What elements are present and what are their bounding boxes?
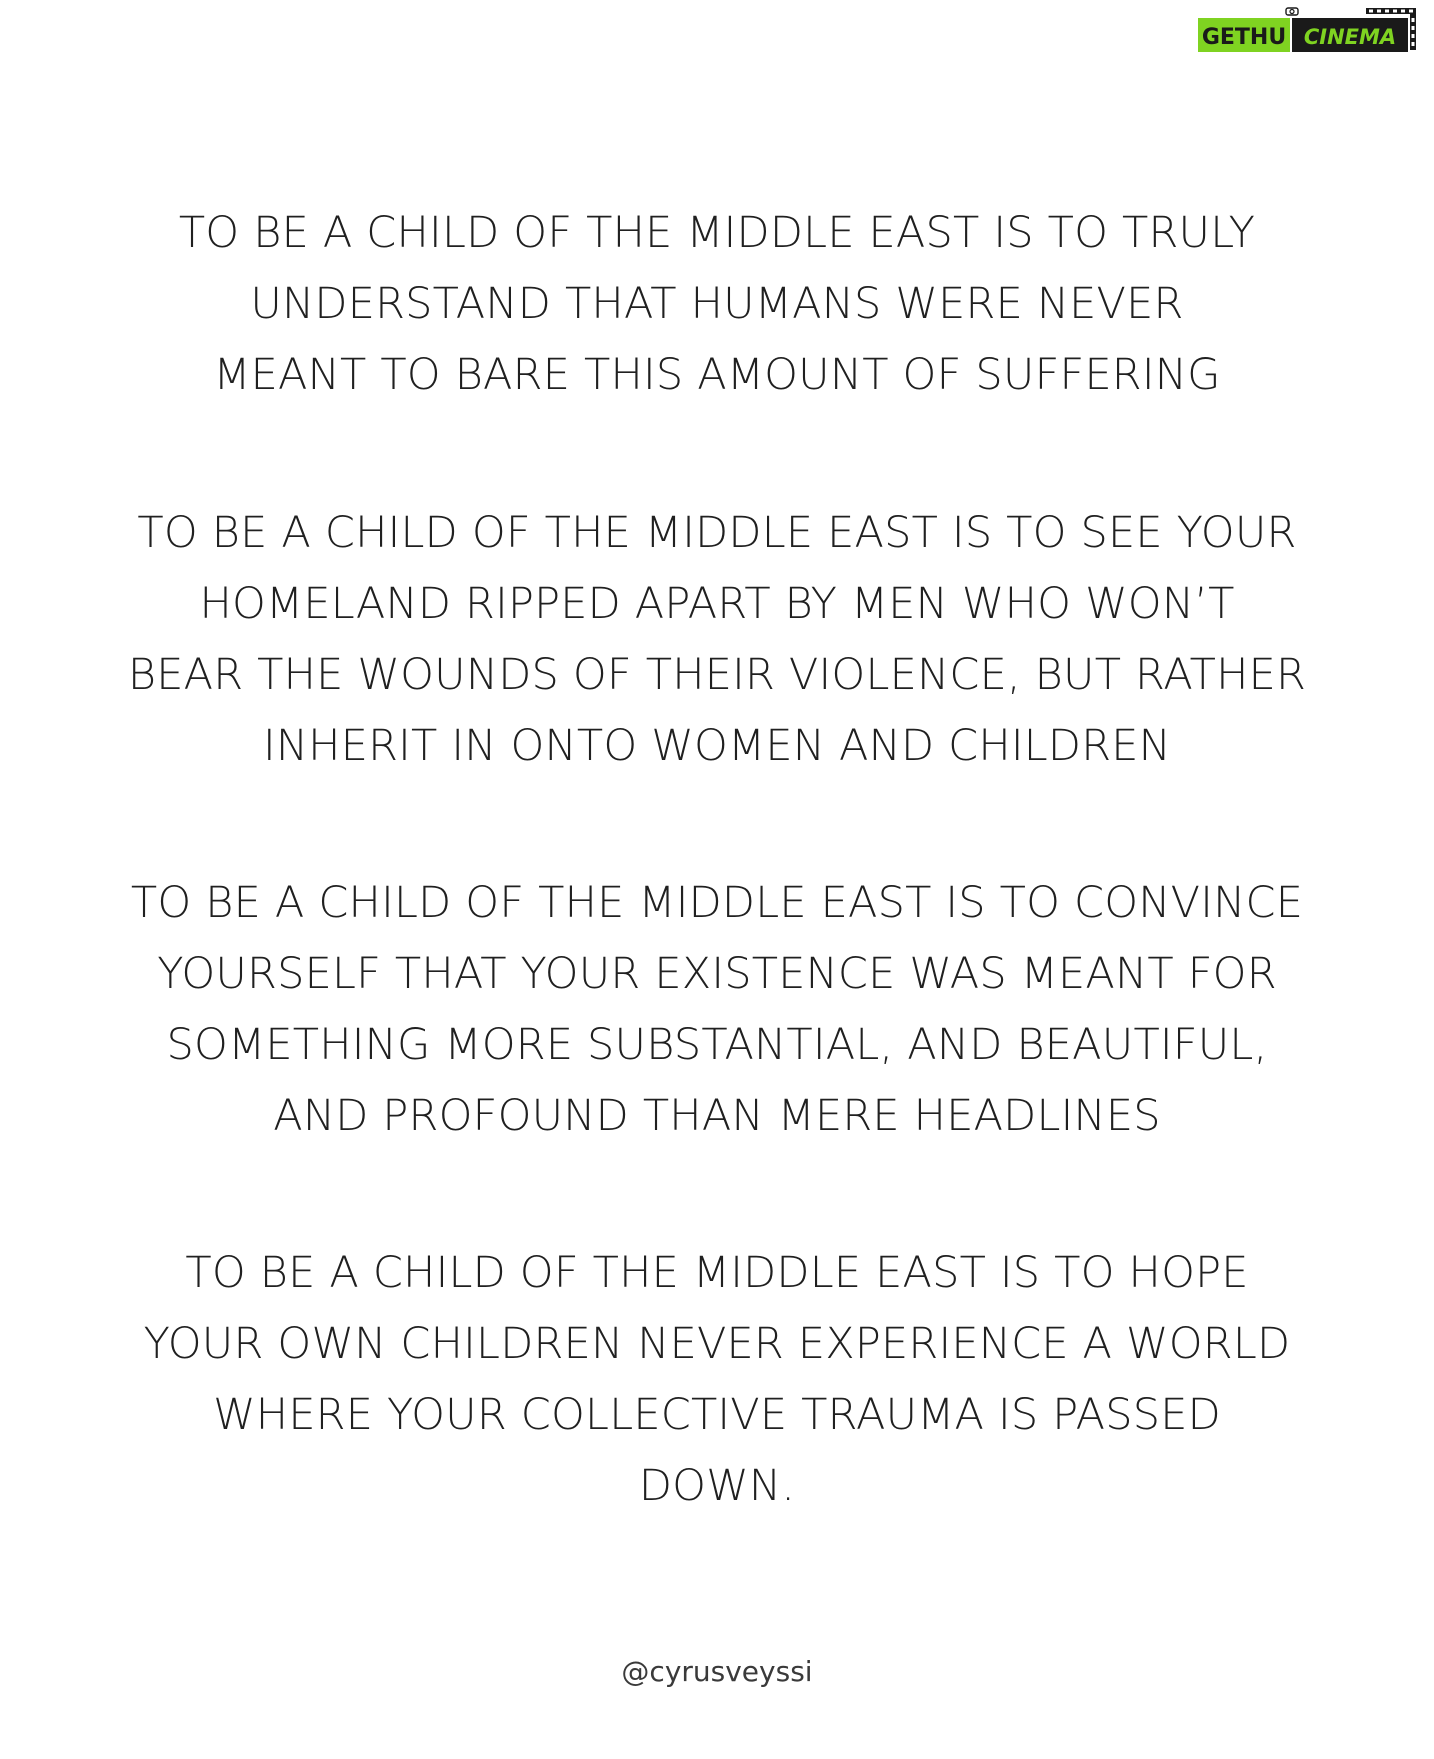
stanza-line: MEANT TO BARE THIS AMOUNT OF SUFFERING xyxy=(213,350,1221,400)
author-handle: @cyrusveyssi xyxy=(621,1655,813,1688)
stanza-line: BEAR THE WOUNDS OF THEIR VIOLENCE, BUT RATHER xyxy=(127,650,1307,700)
stanza-line: DOWN. xyxy=(638,1461,796,1511)
stanza-line: HOMELAND RIPPED APART BY MEN WHO WON’T xyxy=(199,579,1235,629)
stanza-line: TO BE A CHILD OF THE MIDDLE EAST IS TO TRULY xyxy=(178,208,1256,258)
gethu-cinema-logo xyxy=(1196,6,1424,56)
camera-icon xyxy=(1286,8,1298,15)
stanza-line: UNDERSTAND THAT HUMANS WERE NEVER xyxy=(250,279,1184,329)
stanza-4 xyxy=(0,1238,1434,1522)
logo-text-cinema: CINEMA xyxy=(1303,25,1397,49)
stanza-3 xyxy=(0,868,1434,1152)
stanza-line: SOMETHING MORE SUBSTANTIAL, AND BEAUTIFUL, xyxy=(166,1020,1268,1070)
stanza-line: TO BE A CHILD OF THE MIDDLE EAST IS TO HOPE xyxy=(185,1248,1249,1298)
stanza-line: TO BE A CHILD OF THE MIDDLE EAST IS TO SEE YOUR xyxy=(137,508,1297,558)
stanza-line: INHERIT IN ONTO WOMEN AND CHILDREN xyxy=(262,721,1172,771)
stanza-2 xyxy=(0,498,1434,782)
stanza-line: YOURSELF THAT YOUR EXISTENCE WAS MEANT FOR xyxy=(157,949,1277,999)
stanza-line: WHERE YOUR COLLECTIVE TRAUMA IS PASSED xyxy=(213,1390,1221,1440)
logo-text-gethu: GETHU xyxy=(1201,25,1287,50)
stanza-line: YOUR OWN CHILDREN NEVER EXPERIENCE A WORLD xyxy=(143,1319,1291,1369)
stanza-line: AND PROFOUND THAN MERE HEADLINES xyxy=(273,1091,1161,1141)
stanza-line: TO BE A CHILD OF THE MIDDLE EAST IS TO CONVINCE xyxy=(130,878,1304,928)
stanza-1 xyxy=(0,198,1434,411)
